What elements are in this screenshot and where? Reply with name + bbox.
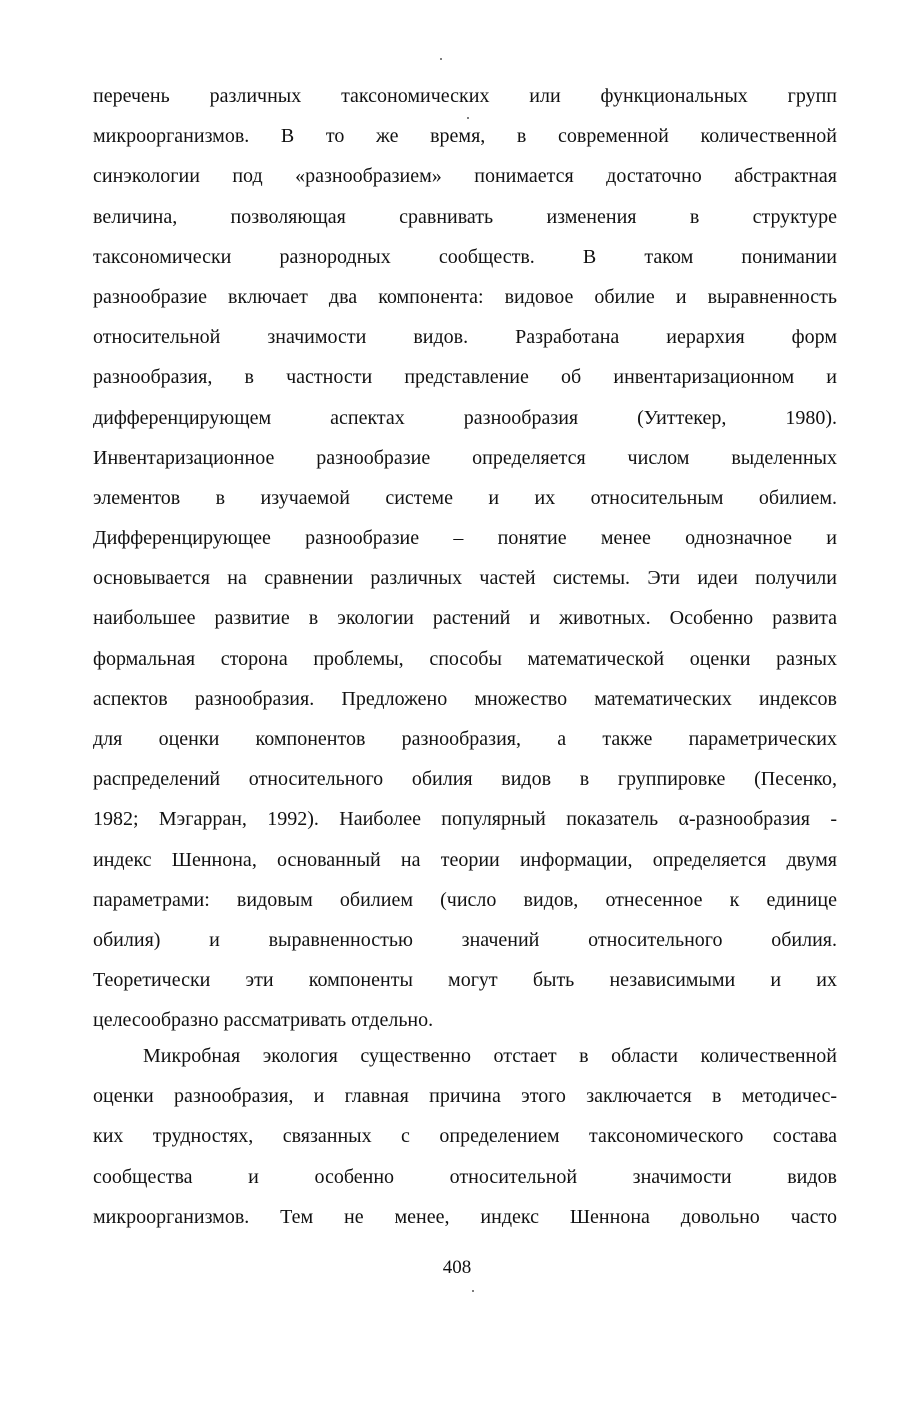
text-line: для оценки компонентов разнообразия, а также параметрических — [93, 728, 837, 750]
text-line: основывается на сравнении различных частей системы. Эти идеи получили — [93, 567, 837, 590]
text-line: целесообразно рассматривать отдельно. — [93, 1009, 434, 1032]
text-line: Теоретически эти компоненты могут быть независимыми и их — [93, 969, 837, 992]
paragraph-1 — [93, 76, 837, 1041]
text-line: синэкологии под «разнообразием» понимается достаточно абстрактная — [93, 165, 837, 188]
text-line: дифференцирующем аспектах разнообразия (Уиттекер, 1980). — [93, 406, 837, 429]
text-line: относительной значимости видов. Разработана иерархия форм — [93, 326, 837, 349]
text-line: сообщества и особенно относительной значимости видов — [93, 1165, 837, 1188]
text-line: параметрами: видовым обилием (число видов, отнесенное к единице — [93, 888, 837, 911]
text-line: таксономически разнородных сообществ. В таком понимании — [93, 245, 837, 268]
text-line: оценки разнообразия, и главная причина этого заключается в методичес- — [93, 1085, 837, 1108]
text-line: разнообразие включает два компонента: видовое обилие и выравненность — [93, 285, 837, 308]
text-line: обилия) и выравненностью значений относительного обилия. — [93, 928, 837, 951]
text-line: аспектов разнообразия. Предложено множество математических индексов — [93, 687, 837, 710]
text-line: наибольшее развитие в экологии растений и животных. Особенно развита — [93, 607, 837, 630]
text-line: разнообразия, в частности представление об инвентаризационном и — [93, 366, 837, 389]
text-line: формальная сторона проблемы, способы математической оценки разных — [93, 647, 837, 670]
text-line: перечень различных таксономических или функциональных групп — [93, 85, 837, 107]
text-line: микроорганизмов. В то же время, в современной количественной — [93, 125, 837, 148]
text-line: распределений относительного обилия видов в группировке (Песенко, — [93, 768, 837, 791]
text-line: Дифференцирующее разнообразие – понятие менее однозначное и — [93, 527, 837, 550]
paragraph-2 — [93, 1036, 837, 1237]
text-line: величина, позволяющая сравнивать изменения в структуре — [93, 205, 837, 228]
scan-speck — [440, 58, 442, 60]
text-line: микроорганизмов. Тем не менее, индекс Шеннона довольно часто — [93, 1205, 837, 1228]
text-line: Инвентаризационное разнообразие определяется числом выделенных — [93, 446, 837, 469]
scan-speck — [472, 1290, 474, 1292]
text-line: ких трудностях, связанных с определением таксономического состава — [93, 1125, 837, 1148]
text-line: индекс Шеннона, основанный на теории информации, определяется двумя — [93, 848, 837, 871]
page-number: 408 — [442, 1257, 472, 1278]
text-line: 1982; Мэгарран, 1992). Наиболее популярный показатель α-разнообразия - — [93, 808, 837, 831]
text-line: Микробная экология существенно отстает в области количественной — [143, 1045, 837, 1067]
text-line: элементов в изучаемой системе и их относительным обилием. — [93, 486, 837, 509]
